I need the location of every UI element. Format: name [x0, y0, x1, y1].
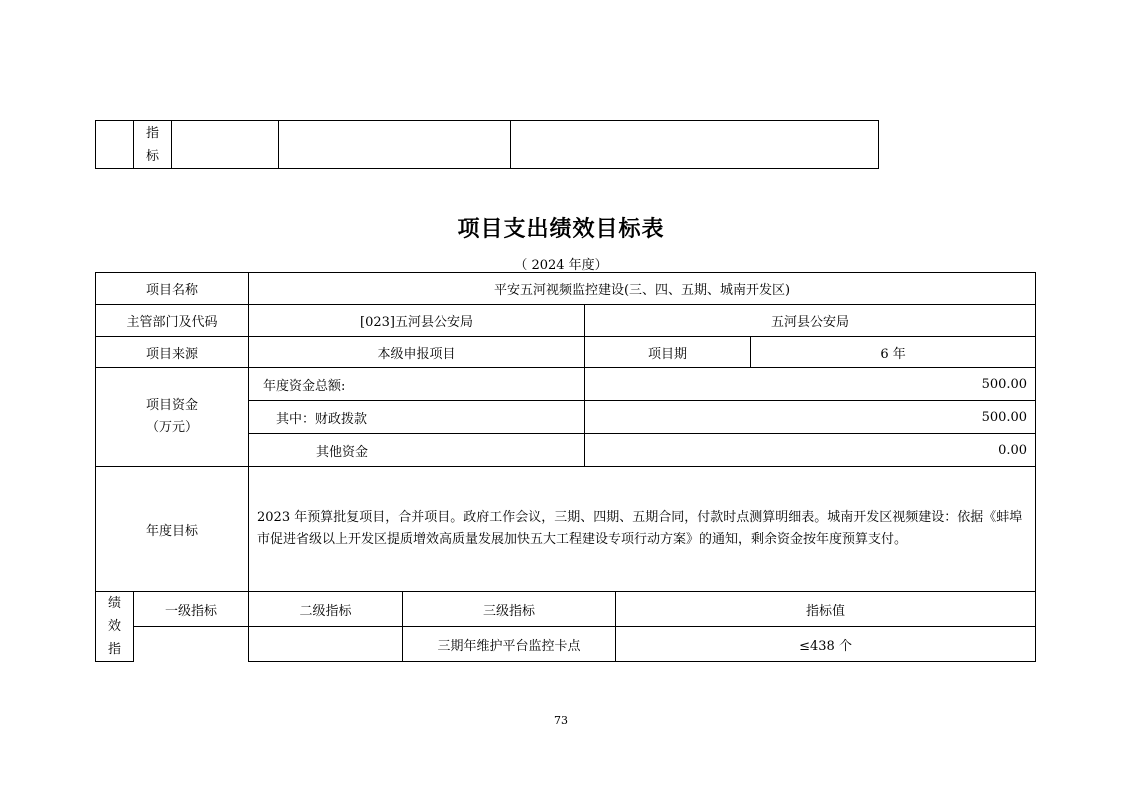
dept-label: 主管部门及代码 — [96, 305, 249, 337]
period-value: 6 年 — [751, 337, 1036, 368]
fragment-cell-empty-2 — [279, 121, 511, 169]
project-name-label: 项目名称 — [96, 273, 249, 305]
row-value: ≤438 个 — [616, 627, 1036, 662]
period-label: 项目期 — [585, 337, 751, 368]
row-level3: 三期年维护平台监控卡点 — [403, 627, 616, 662]
fragment-cell-empty-1 — [172, 121, 279, 169]
perf-char-2: 效 — [107, 619, 121, 634]
funds-other-value: 0.00 — [585, 434, 1036, 467]
funds-total-label: 年度资金总额: — [249, 368, 585, 401]
level1-header: 一级指标 — [134, 592, 249, 627]
dept-impl-value: 五河县公安局 — [585, 305, 1036, 337]
row-source — [96, 337, 1036, 368]
perf-indicator-label — [96, 592, 134, 662]
level2-header: 二级指标 — [249, 592, 403, 627]
funds-total-value: 500.00 — [585, 368, 1036, 401]
goal-label: 年度目标 — [96, 467, 249, 592]
row-department — [96, 305, 1036, 337]
row-level1 — [134, 627, 249, 662]
perf-char-3: 指 — [107, 642, 121, 657]
row-annual-goal — [96, 467, 1036, 592]
page-title: 项目支出绩效目标表 — [457, 217, 665, 242]
fragment-cell-empty-3 — [511, 121, 879, 169]
project-name-value: 平安五河视频监控建设(三、四、五期、城南开发区) — [249, 273, 1036, 305]
year-line: （ 2024 年度） — [514, 258, 608, 273]
funds-label — [96, 368, 249, 467]
dept-code-value: [023]五河县公安局 — [249, 305, 585, 337]
perf-char-1: 绩 — [107, 596, 121, 611]
funds-label-line1: 项目资金 — [146, 398, 199, 413]
page-number: 73 — [554, 714, 568, 727]
row-level2 — [249, 627, 403, 662]
funds-other-label: 其他资金 — [249, 434, 585, 467]
funds-fiscal-label: 其中：财政拨款 — [249, 401, 585, 434]
level3-header: 三级指标 — [403, 592, 616, 627]
performance-target-table — [95, 272, 1036, 662]
row-funds-total — [96, 368, 1036, 401]
value-header: 指标值 — [616, 592, 1036, 627]
funds-fiscal-value: 500.00 — [585, 401, 1036, 434]
fragment-indicator-label — [134, 121, 172, 169]
table-row — [96, 627, 1036, 662]
funds-label-line2: （万元） — [146, 420, 199, 435]
fragment-cell-blank — [96, 121, 134, 169]
previous-table-fragment — [95, 120, 879, 169]
source-label: 项目来源 — [96, 337, 249, 368]
row-project-name — [96, 273, 1036, 305]
row-indicator-header — [96, 592, 1036, 627]
fragment-label-line1: 指 — [145, 125, 159, 141]
source-value: 本级申报项目 — [249, 337, 585, 368]
goal-text: 2023 年预算批复项目，合并项目。政府工作会议，三期、四期、五期合同，付款时点测算明细表。城南开发区视频建设：依据《蚌埠市促进省级以上开发区提质增效高质量发展加快五大工程建设专项行动方案》的通知，剩余资金按年度预算支付。 — [249, 467, 1036, 592]
fragment-label-line2: 标 — [145, 148, 159, 164]
